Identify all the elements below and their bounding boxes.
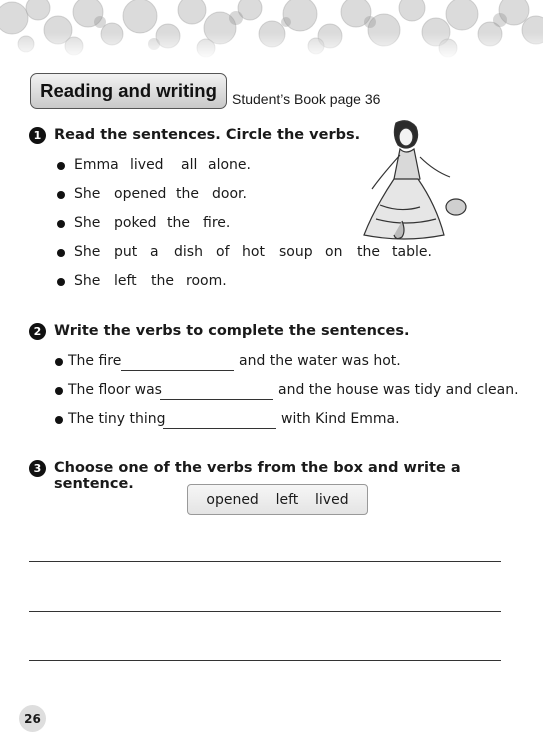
gap-sentence-3-end: with Kind Emma. — [281, 411, 400, 427]
writing-line-3[interactable] — [29, 660, 501, 661]
sentence-2 — [74, 186, 247, 202]
header-bubble-banner — [0, 0, 543, 60]
word-box-item: opened — [206, 491, 259, 508]
girl-illustration — [340, 115, 475, 245]
word[interactable]: hot — [242, 244, 265, 260]
exercise-number-3: 3 — [29, 460, 46, 477]
word[interactable]: fire. — [203, 215, 231, 231]
word[interactable]: of — [216, 244, 230, 260]
word[interactable]: alone. — [208, 157, 251, 173]
word[interactable]: the — [167, 215, 190, 231]
exercise-2-title: Write the verbs to complete the sentences. — [54, 323, 410, 339]
word[interactable]: the — [151, 273, 174, 289]
exercise-3-title: Choose one of the verbs from the box and write a sentence. — [54, 460, 461, 492]
word[interactable]: room. — [186, 273, 227, 289]
gap-sentence-2-start: The floor was — [68, 382, 162, 398]
word[interactable]: Emma — [74, 157, 119, 173]
word[interactable]: the — [176, 186, 199, 202]
word-box — [187, 484, 368, 515]
word-box-item: left — [275, 491, 299, 508]
gap-sentence-1-start: The fire — [68, 353, 122, 369]
answer-gap-3[interactable] — [163, 428, 276, 429]
word[interactable]: She — [74, 186, 101, 202]
word[interactable]: dish — [174, 244, 203, 260]
writing-line-2[interactable] — [29, 611, 501, 612]
word[interactable]: table. — [392, 244, 432, 260]
word-box-item: lived — [315, 491, 349, 508]
bullet-icon — [57, 278, 65, 286]
word[interactable]: lived — [130, 157, 164, 173]
sentence-3 — [74, 215, 230, 231]
book-reference: Student’s Book page 36 — [232, 91, 381, 107]
gap-sentence-1-end: and the water was hot. — [239, 353, 401, 369]
sentence-1 — [74, 157, 251, 173]
page-number: 26 — [19, 705, 46, 732]
sentence-4 — [74, 244, 432, 260]
gap-sentence-2-end: and the house was tidy and clean. — [278, 382, 519, 398]
word[interactable]: put — [114, 244, 138, 260]
answer-gap-1[interactable] — [121, 370, 234, 371]
exercise-1-title: Read the sentences. Circle the verbs. — [54, 127, 361, 143]
exercise-number-1: 1 — [29, 127, 46, 144]
bullet-icon — [55, 416, 63, 424]
word[interactable]: on — [325, 244, 343, 260]
word[interactable]: all — [181, 157, 198, 173]
word[interactable]: poked — [114, 215, 157, 231]
word[interactable]: She — [74, 215, 101, 231]
word[interactable]: She — [74, 273, 101, 289]
word[interactable]: opened — [114, 186, 167, 202]
bullet-icon — [55, 387, 63, 395]
word[interactable]: She — [74, 244, 101, 260]
bullet-icon — [57, 191, 65, 199]
word[interactable]: door. — [212, 186, 247, 202]
gap-sentence-3-start: The tiny thing — [68, 411, 166, 427]
sentence-5 — [74, 273, 227, 289]
bullet-icon — [57, 162, 65, 170]
section-title-tab: Reading and writing — [30, 73, 227, 109]
word[interactable]: the — [357, 244, 380, 260]
exercise-number-2: 2 — [29, 323, 46, 340]
bullet-icon — [57, 249, 65, 257]
word[interactable]: left — [114, 273, 137, 289]
word[interactable]: soup — [279, 244, 313, 260]
word[interactable]: a — [150, 244, 159, 260]
bullet-icon — [55, 358, 63, 366]
writing-line-1[interactable] — [29, 561, 501, 562]
answer-gap-2[interactable] — [160, 399, 273, 400]
bullet-icon — [57, 220, 65, 228]
